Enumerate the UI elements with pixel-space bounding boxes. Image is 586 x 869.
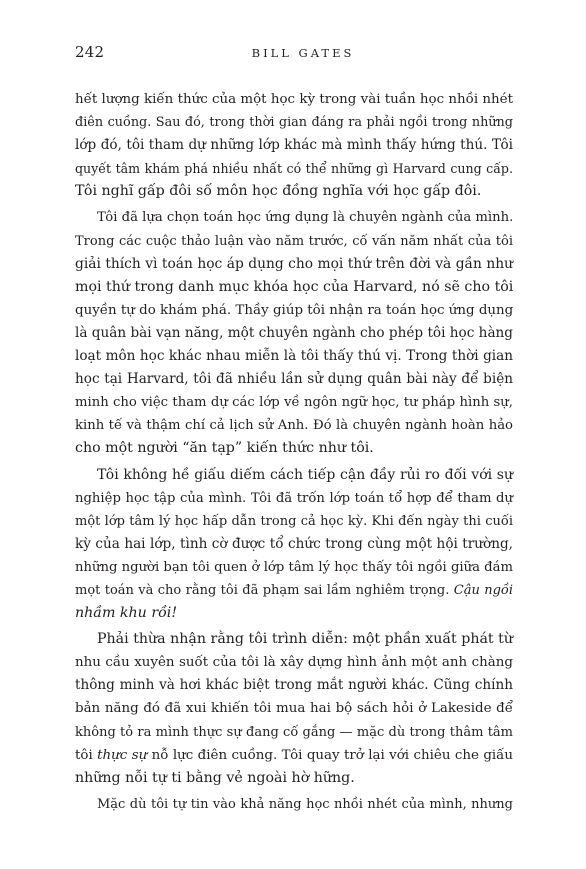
text-line: Mặc dù tôi tự tin vào khả năng học nhồi nhét của mình, nhưng bbox=[97, 796, 513, 812]
text-segment: tôi bbox=[75, 747, 93, 763]
text-line: loạt môn học khác nhau miễn là tôi thấy thú vị. Trong thời gian bbox=[75, 348, 513, 365]
text-line: học tại Harvard, tôi đã nhiều lần sử dụng quân bài này để biện bbox=[75, 371, 513, 388]
text-line: lớp đó, tôi tham dự những lớp khác mà mình thấy hứng thú. Tôi bbox=[75, 137, 513, 154]
text-line: là quân bài vạn năng, một chuyên ngành cho phép tôi học hàng bbox=[75, 324, 513, 341]
text-line: những người bạn tôi quen ở lớp tâm lý học thấy tôi ngồi giữa đám bbox=[75, 559, 513, 575]
text-line: Tôi nghĩ gấp đôi số môn học đồng nghĩa với học gấp đôi. bbox=[75, 183, 482, 200]
text-line bbox=[75, 602, 513, 625]
text-line: kỳ của hai lớp, tình cờ được tổ chức trong cùng một hội trường, bbox=[75, 535, 513, 552]
text-line: không tỏ ra mình thực sự đang cố gắng — mặc dù trong thâm tâm bbox=[75, 724, 513, 740]
text-line: một lớp tâm lý học hấp dẫn trong cả học kỳ. Khi đến ngày thi cuối bbox=[75, 513, 513, 529]
text-line: thông minh và hơi khác biệt trong mắt người khác. Cũng chính bbox=[75, 677, 513, 694]
italic-text: nhầm khu rồi! bbox=[75, 605, 178, 622]
text-line: hết lượng kiến thức của một học kỳ trong vài tuần học nhồi nhét bbox=[75, 92, 513, 107]
text-line: nghiệp học tập của mình. Tôi đã trốn lớp toán tổ hợp để tham dự bbox=[75, 490, 513, 506]
text-line bbox=[75, 579, 513, 602]
text-line: Trong các cuộc thảo luận vào năm trước, cố vấn năm nhất của tôi bbox=[75, 233, 513, 249]
running-head: BILL GATES bbox=[251, 46, 355, 60]
text-line: quyết tâm khám phá nhiều nhất có thể những gì Harvard cung cấp. bbox=[75, 161, 513, 177]
text-line: Tôi đã lựa chọn toán học ứng dụng là chuyên ngành của mình. bbox=[97, 210, 514, 226]
text-line: Tôi không hề giấu diếm cách tiếp cận đầy rủi ro đối với sự bbox=[97, 466, 513, 483]
italic-text: thực sự bbox=[97, 747, 148, 763]
page-number: 242 bbox=[75, 43, 105, 61]
body-text bbox=[75, 88, 513, 816]
text-line: quyền tự do khám phá. Thầy giúp tôi nhận ra toán học ứng dụng bbox=[75, 302, 514, 318]
text-line: mọi thứ trong danh mục khóa học của Harvard, nó sẽ cho tôi bbox=[75, 278, 514, 295]
text-line: bản năng đó đã xui khiến tôi mua hai bộ sách hỏi ở Lakeside để bbox=[75, 701, 513, 717]
text-line: kinh tế và thậm chí cả lịch sử Anh. Đó là chuyên ngành hoàn hảo bbox=[75, 418, 513, 434]
text-line: Phải thừa nhận rằng tôi trình diễn: một phần xuất phát từ bbox=[97, 631, 513, 648]
text-line: điên cuồng. Sau đó, trong thời gian đáng ra phải ngồi trong những bbox=[75, 115, 513, 131]
text-line: cho một người “ăn tạp” kiến thức như tôi. bbox=[75, 440, 374, 457]
text-segment: nỗ lực điên cuồng. Tôi quay trở lại với chiêu che giấu bbox=[151, 747, 514, 763]
text-line: nhu cầu xuyên suốt của tôi là xây dựng hình ảnh một anh chàng bbox=[75, 655, 513, 671]
italic-text: Cậu ngồi bbox=[453, 582, 514, 598]
text-line: giải thích vì toán học áp dụng cho mọi thứ trên đời và gần như bbox=[75, 255, 513, 272]
text-line bbox=[75, 744, 513, 767]
text-segment: mọt toán và cho rằng tôi đã phạm sai lầm nghiêm trọng. bbox=[75, 582, 450, 598]
text-line: minh cho việc tham dự các lớp về ngôn ngữ học, tư pháp hình sự, bbox=[75, 395, 513, 411]
text-line: những nỗi tự ti bằng vẻ ngoài hờ hững. bbox=[75, 769, 355, 786]
